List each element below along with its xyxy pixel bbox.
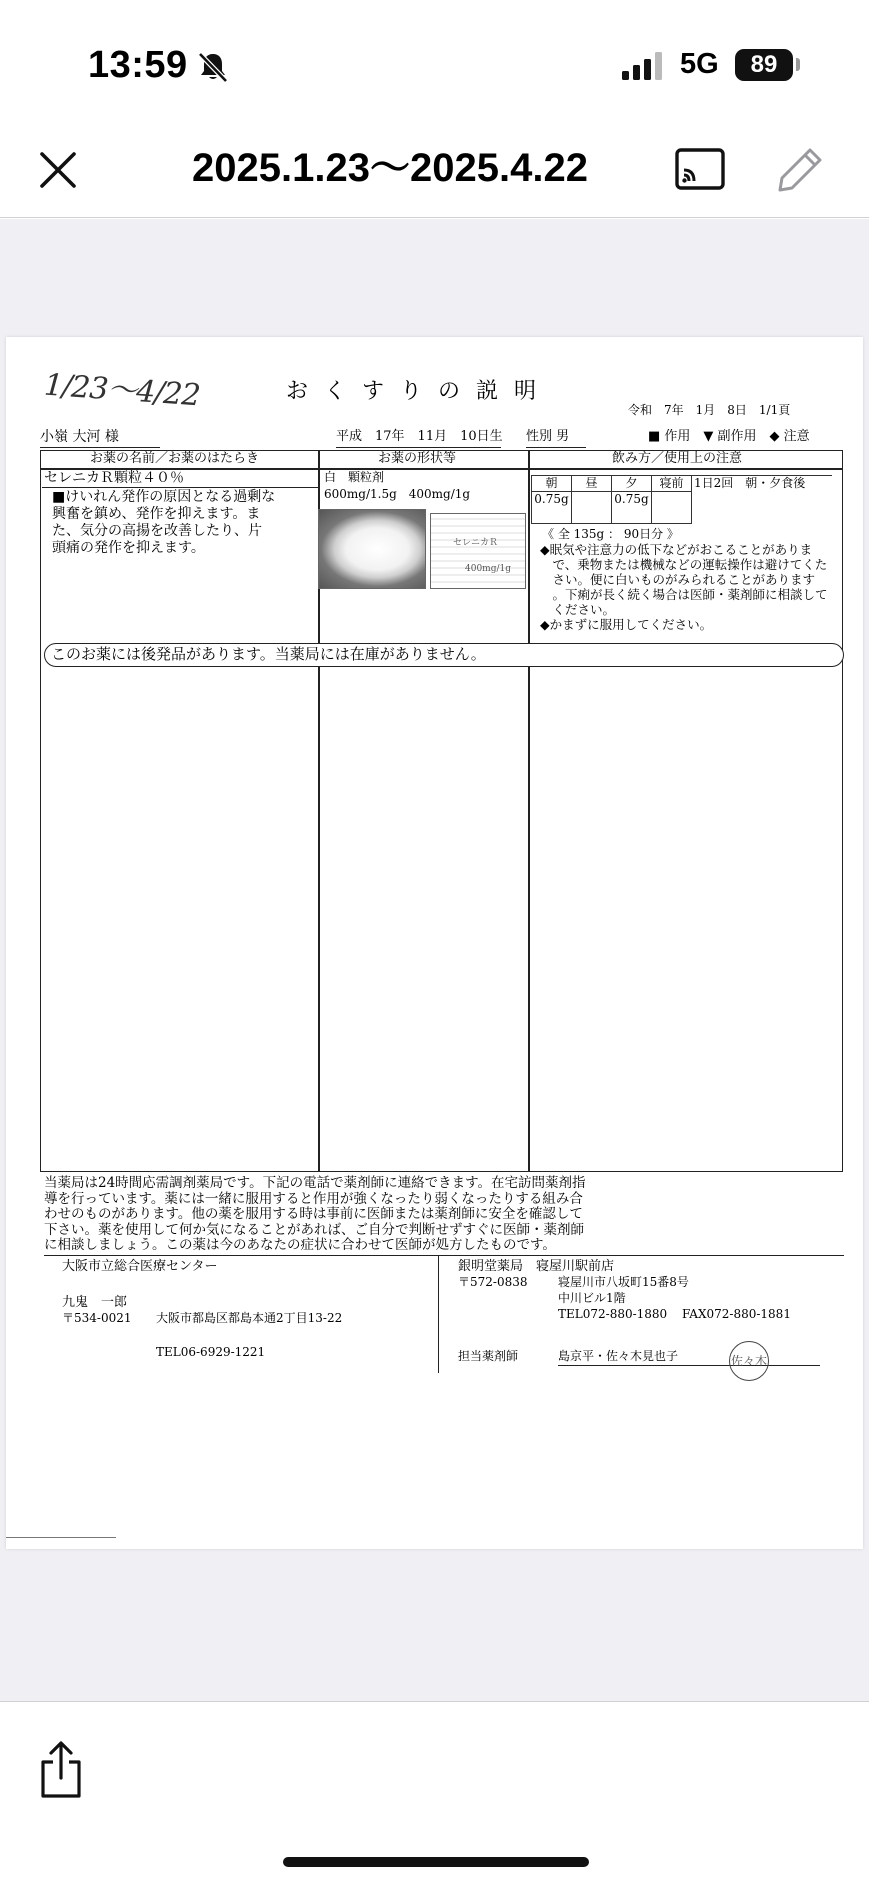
- bottom-toolbar: [0, 1701, 869, 1884]
- footer-notes: [44, 1176, 586, 1254]
- footer-line: わせのものがあります。他の薬を服用する時は事前に医師または薬剤師に安全を確認して: [44, 1206, 583, 1222]
- drug-name: セレニカＲ顆粒４０％: [44, 470, 184, 486]
- status-time: 13:59: [88, 44, 188, 86]
- scan-edge-line: [6, 1537, 116, 1538]
- doctor-name: 九鬼 一郎: [62, 1295, 128, 1310]
- header-name: お薬の名前／お薬のはたらき: [90, 451, 260, 466]
- footer-divider: [44, 1255, 844, 1256]
- hospital-tel: TEL06-6929-1221: [156, 1345, 266, 1359]
- drug-photo-package: [430, 513, 526, 589]
- cellular-signal-icon: [622, 52, 666, 80]
- hospital-postal: 〒534-0021: [62, 1311, 132, 1325]
- quantity: 《 全 135g ： 90日分 》: [542, 527, 679, 541]
- effect-line: ■けいれん発作の原因となる過剰な: [52, 489, 276, 505]
- package-label: セレニカＲ: [453, 538, 499, 548]
- footer-column-divider: [438, 1255, 439, 1373]
- form-type: 白 顆粒剤: [324, 470, 385, 484]
- nav-bar: [0, 120, 869, 218]
- battery-icon: [735, 49, 793, 81]
- footer-line: 下さい。薬を使用して何か気になることがあれば、ご自分で判断せずすぐに医師・薬剤師: [44, 1221, 584, 1238]
- dose-value-bedtime: [652, 492, 692, 524]
- footer-line: 導を行っています。薬には一緒に服用すると作用が強くなったり弱くなったりする組み合: [44, 1190, 583, 1207]
- cautions: [540, 542, 828, 632]
- underline: [526, 447, 586, 448]
- pharmacist-name: 島京平・佐々木見也子: [558, 1349, 679, 1363]
- patient-sex: 性別 男: [526, 429, 570, 444]
- share-icon[interactable]: [36, 1740, 86, 1800]
- caution-line: ◆眠気や注意力の低下などがおこることがありま: [540, 542, 813, 557]
- dose-header-evening: 夕: [612, 476, 652, 492]
- pencil-icon[interactable]: [772, 142, 828, 198]
- close-icon[interactable]: [30, 142, 86, 198]
- drug-photo-granules: [318, 509, 426, 589]
- document-viewer[interactable]: [0, 219, 869, 1701]
- pharmacy-address: 寝屋川市八坂町15番8号: [558, 1275, 689, 1289]
- dose-header-noon: 昼: [572, 476, 612, 492]
- drug-effect: [52, 489, 275, 557]
- form-amount: 600mg/1.5g 400mg/1g: [324, 487, 471, 501]
- home-indicator[interactable]: [283, 1857, 589, 1867]
- dose-frequency: 1日2回 朝・夕食後: [692, 476, 832, 524]
- header-form: お薬の形状等: [378, 451, 457, 466]
- pharmacy-postal: 〒572-0838: [458, 1275, 528, 1289]
- column-divider: [528, 450, 530, 1172]
- dose-value-noon: [572, 492, 612, 524]
- pharmacist-stamp: 佐々木: [729, 1341, 769, 1381]
- effect-line: 頭痛の発作を抑えます。: [52, 540, 205, 556]
- legend: ■ 作用 ▼ 副作用 ◆ 注意: [648, 429, 810, 444]
- dose-table: [531, 475, 832, 524]
- hospital-address: 大阪市都島区都島本通2丁目13-22: [156, 1311, 343, 1325]
- caution-line: ◆かまずに服用してください。: [540, 617, 713, 632]
- document-page: [6, 337, 863, 1549]
- caution-line: で、乗物または機械などの運転操作は避けてくた: [540, 557, 828, 572]
- pharmacy-tel: TEL072-880-1880: [558, 1307, 668, 1321]
- pharmacy-name: 銀明堂薬局 寝屋川駅前店: [458, 1259, 615, 1274]
- underline: [558, 1365, 820, 1366]
- hospital-name: 大阪市立総合医療センター: [62, 1259, 218, 1274]
- battery-nub: [796, 58, 800, 71]
- pharmacy-fax: FAX072-880-1881: [682, 1307, 791, 1321]
- dose-value-morning: 0.75g: [532, 492, 572, 524]
- underline: [42, 487, 318, 488]
- pharmacist-label: 担当薬剤師: [458, 1349, 519, 1363]
- bell-slash-icon: [196, 50, 230, 84]
- effect-line: た、気分の高揚を改善したり、片: [52, 523, 262, 539]
- handwritten-note: 1/23〜4/22: [42, 367, 201, 414]
- underline: [40, 447, 160, 448]
- network-type: 5G: [680, 48, 719, 80]
- issue-date: 令和 7年 1月 8日 1/1頁: [628, 403, 791, 417]
- status-bar: [0, 0, 869, 120]
- underline: [336, 447, 501, 448]
- caution-line: ください。: [540, 602, 616, 617]
- footer-line: 当薬局は24時間応需調剤薬局です。下記の電話で薬剤師に連絡できます。在宅訪問薬剤指: [44, 1175, 586, 1191]
- generic-notice: このお薬には後発品があります。当薬局には在庫がありません。: [44, 643, 844, 667]
- dose-header-morning: 朝: [532, 476, 572, 492]
- dose-header-bedtime: 寝前: [652, 476, 692, 492]
- footer-line: に相談しましょう。この薬は今のあなたの症状に合わせて医師が処方したものです。: [44, 1237, 556, 1253]
- screen-mirroring-icon[interactable]: [672, 144, 728, 196]
- page-title: 2025.1.23〜2025.4.22: [192, 146, 588, 190]
- document-title: おくすりの説明: [286, 379, 553, 404]
- effect-line: 興奮を鎮め、発作を抑えます。ま: [52, 506, 261, 522]
- package-dose: 400mg/1g: [465, 564, 511, 574]
- header-usage: 飲み方／使用上の注意: [612, 451, 743, 466]
- caution-line: 。下痢が長く続く場合は医師・薬剤師に相談して: [540, 587, 828, 602]
- patient-name: 小嶺 大河 様: [40, 429, 119, 445]
- dose-value-evening: 0.75g: [612, 492, 652, 524]
- birth-date: 平成 17年 11月 10日生: [336, 429, 503, 444]
- battery-level: 89: [750, 51, 778, 78]
- caution-line: さい。便に白いものがみられることがあります: [540, 572, 816, 587]
- pharmacy-building: 中川ビル1階: [558, 1291, 626, 1305]
